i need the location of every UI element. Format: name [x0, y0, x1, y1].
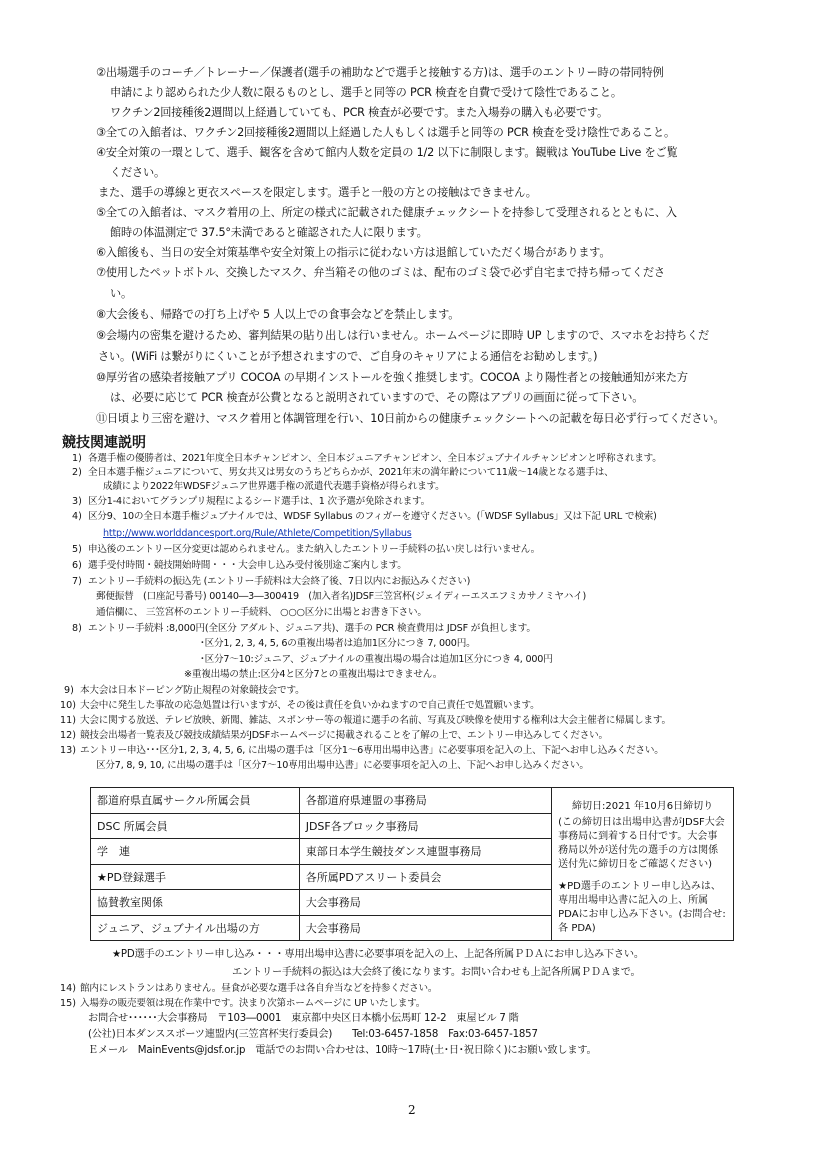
rule-9: ⑨会場内の密集を避けるため、審判結果の貼り出しは行いません。ホームページに即時 UP しますので、スマホをお持ちくだ — [96, 329, 709, 342]
office-cell: 大会事務局 — [299, 915, 551, 941]
item-text: 本大会は日本ドーピング防止規程の対象競技会です。 — [80, 685, 305, 696]
item-text: 全日本選手権ジュニアについて、男女共又は男女のうちどちらかが、2021年末の満年齢について11歳～14歳となる選手は、 — [88, 467, 614, 478]
fee-payment-line: エントリー手続料の振込は大会終了後になります。お問い合わせも上記各所属ＰＤＡまで。 — [232, 967, 641, 978]
rule-8: ⑧大会後も、帰路での打ち上げや 5 人以上での食事会などを禁止します。 — [96, 308, 460, 321]
office-cell: 東部日本学生競技ダンス連盟事務局 — [299, 839, 551, 865]
table-row — [91, 788, 734, 814]
rule-7-cont: い。 — [110, 287, 132, 300]
item-text: 区分1-4においてグランプリ規程によるシード選手は、1 次予選が免除されます。 — [88, 496, 431, 507]
item-text: 郵便振替 (口座記号番号) 00140―3―300419 (加入者名)JDSF三笠宮杯(ジェイディーエスエフミカサノミヤハイ) — [96, 591, 587, 602]
rule-11: ⑪日頃より三密を避け、マスク着用と体調管理を行い、10日前からの健康チェックシートへの記載を毎日必ず行ってください。 — [96, 412, 725, 425]
item-number: 9) — [64, 685, 74, 696]
page-number: 2 — [408, 1103, 416, 1117]
office-cell: 各所属PDアスリート委員会 — [299, 864, 551, 890]
item-text: 大会に関する放送、テレビ放映、新聞、雑誌、スポンサー等の報道に選手の名前、写真及び映像を使用する権利は大会主催者に帰属します。 — [80, 715, 671, 726]
item-text: エントリー手続料の振込先 (エントリー手続料は大会終了後、7日以内にお振込みください) — [88, 576, 471, 587]
item-text: ･区分7～10:ジュニア、ジュブナイルの重複出場の場合は追加1区分につき 4, 000円 — [200, 654, 553, 665]
item-text: 区分9、10の全日本選手権ジュブナイルでは、WDSF Syllabus のフィガーを遵守ください。(「WDSF Syllabus」又は下記 URL で検索) — [88, 511, 657, 522]
rule-10: ⑩厚労省の感染者接触アプリ COCOA の早期インストールを強く推奨します。COCOA より陽性者との接触通知が来た方 — [96, 371, 688, 384]
item-text: 通信欄に、 三笠宮杯のエントリー手続料、 ○○○区分に出場とお書き下さい。 — [96, 607, 427, 618]
item-number: 13) — [60, 745, 76, 756]
member-cell: ★PD登録選手 — [91, 864, 300, 890]
item-number: 4) — [72, 511, 82, 522]
item-text: 競技会出場者一覧表及び競技成績結果がJDSFホームページに掲載されることを了解の上で、エントリー申込みしてください。 — [80, 730, 608, 741]
member-cell: DSC 所属会員 — [91, 813, 300, 839]
item-number: 12) — [60, 730, 76, 741]
member-cell: 学 連 — [91, 839, 300, 865]
item-text: 区分7, 8, 9, 10, に出場の選手は「区分7～10専用出場申込書」に必要事項を記入の上、下記へお申し込みください。 — [96, 760, 589, 771]
contact-phone: (公社)日本ダンススポーツ連盟内(三笠宮杯実行委員会) Tel:03-6457-1858 Fax:03-6457-1857 — [88, 1029, 538, 1040]
section-title: 競技関連説明 — [62, 435, 146, 451]
pd-entry-line: ★PD選手のエントリー申し込み・・・専用出場申込書に必要事項を記入の上、上記各所属ＰＤＡにお申し込み下さい。 — [112, 949, 644, 960]
rule-2: ②出場選手のコーチ／トレーナー／保護者(選手の補助などで選手と接触する方)は、選手のエントリー時の帯同特例 — [96, 66, 664, 79]
member-cell: 都道府県直属サークル所属会員 — [91, 788, 300, 814]
contacts-table — [90, 787, 734, 941]
item-number: 3) — [72, 496, 82, 507]
deadline-date: 締切日:2021 年10月6日締切り — [572, 801, 714, 812]
item-number: 15) — [60, 998, 76, 1009]
syllabus-link[interactable]: http://www.worlddancesport.org/Rule/Athlete/Competition/Syllabus — [103, 528, 412, 539]
item-text: 選手受付時間・競技開始時間・・・大会申し込み受付後別途ご案内します。 — [88, 560, 407, 571]
rule-2-cont: 申請により認められた少人数に限るものとし、選手と同等の PCR 検査を自費で受けて陰性であること。 — [110, 86, 622, 99]
item-number: 11) — [60, 715, 76, 726]
item-number: 2) — [72, 467, 82, 478]
item-text: 大会中に発生した事故の応急処置は行いますが、その後は責任を負いかねますので自己責任で処置願います。 — [80, 700, 540, 711]
item-number: 8) — [72, 623, 82, 634]
item-text: 申込後のエントリー区分変更は認められません。また納入したエントリー手続料の払い戻しは行いません。 — [88, 544, 541, 555]
item-number: 1) — [72, 453, 82, 464]
item-number: 5) — [72, 544, 82, 555]
item-text: ･区分1, 2, 3, 4, 5, 6の重複出場者は追加1区分につき 7, 000円。 — [200, 638, 476, 649]
rule-4-cont2: また、選手の導線と更衣スペースを限定します。選手と一般の方との接触はできません。 — [98, 186, 537, 199]
item-number: 7) — [72, 576, 82, 587]
rule-10-cont: は、必要に応じて PCR 検査が公費となると説明されていますので、その際はアプリの画面に従って下さい。 — [110, 391, 644, 404]
deadline-explanation: (この締切日は出場申込書がJDSF大会事務局に到着する日付です。大会事務局以外が送付先の選手の方は関係送付先に締切日をご確認ください) — [558, 817, 725, 870]
rule-5: ⑤全ての入館者は、マスク着用の上、所定の様式に記載された健康チェックシートを持参して受理されるとともに、入 — [96, 206, 677, 219]
item-text: 館内にレストランはありません。昼食が必要な選手は各自弁当などを持参ください。 — [80, 983, 438, 994]
office-cell: 大会事務局 — [299, 890, 551, 916]
rule-9-cont: さい。(WiFi は繋がりにくいことが予想されますので、ご自身のキャリアによる通信をお勧めします。) — [98, 350, 598, 363]
item-text: 成績により2022年WDSFジュニア世界選手権の派遣代表選手資格が得られます。 — [103, 481, 445, 492]
item-number: 10) — [60, 700, 76, 711]
item-text: エントリー申込･･･区分1, 2, 3, 4, 5, 6, に出場の選手は「区分1～6専用出場申込書」に必要事項を記入の上、下記へお申し込みください。 — [80, 745, 664, 756]
rule-4-cont: ください。 — [110, 166, 165, 179]
rule-6: ⑥入館後も、当日の安全対策基準や安全対策上の指示に従わない方は退館していただく場合があります。 — [96, 246, 611, 259]
item-text: ※重複出場の禁止:区分4と区分7との重複出場はできません。 — [184, 669, 443, 680]
item-text: 入場券の販売要領は現在作業中です。決まり次第ホームページに UP いたします。 — [80, 998, 426, 1009]
item-number: 14) — [60, 983, 76, 994]
rule-5-cont: 館時の体温測定で 37.5°未満であると確認された人に限ります。 — [110, 226, 428, 239]
item-text: エントリー手続料 :8,000円(全区分 アダルト、ジュニア共)、選手の PCR 検査費用は JDSF が負担します。 — [88, 623, 536, 634]
item-number: 6) — [72, 560, 82, 571]
office-cell: JDSF各ブロック事務局 — [299, 813, 551, 839]
rule-7: ⑦使用したペットボトル、交換したマスク、弁当箱その他のゴミは、配布のゴミ袋で必ず自宅まで持ち帰ってくださ — [96, 266, 665, 279]
deadline-cell — [552, 788, 734, 941]
rule-3: ③全ての入館者は、ワクチン2回接種後2週間以上経過した人もしくは選手と同等の PCR 検査を受け陰性であること。 — [96, 126, 675, 139]
pd-entry-note: ★PD選手のエントリー申し込みは、専用出場申込書に記入の上、所属PDAにお申し込み下さい。(お問合せ:各 PDA) — [558, 881, 726, 934]
member-cell: 協賛教室関係 — [91, 890, 300, 916]
item-text: 各選手権の優勝者は、2021年度全日本チャンピオン、全日本ジュニアチャンピオン、全日本ジュブナイルチャンピオンと呼称されます。 — [88, 453, 662, 464]
contact-address: お問合せ･･････大会事務局 〒103―0001 東京都中央区日本橋小伝馬町 12-2 東屋ビル 7 階 — [88, 1013, 519, 1024]
contact-email: Ｅメール MainEvents@jdsf.or.jp 電話でのお問い合わせは、10時～17時(土･日･祝日除く)にお願い致します。 — [88, 1045, 597, 1056]
rule-4: ④安全対策の一環として、選手、観客を含めて館内人数を定員の 1/2 以下に制限します。観戦は YouTube Live をご覧 — [96, 146, 678, 159]
office-cell: 各都道府県連盟の事務局 — [299, 788, 551, 814]
member-cell: ジュニア、ジュブナイル出場の方 — [91, 915, 300, 941]
rule-2-cont2: ワクチン2回接種後2週間以上経過していても、PCR 検査が必要です。また入場券の購入も必要です。 — [110, 106, 609, 119]
